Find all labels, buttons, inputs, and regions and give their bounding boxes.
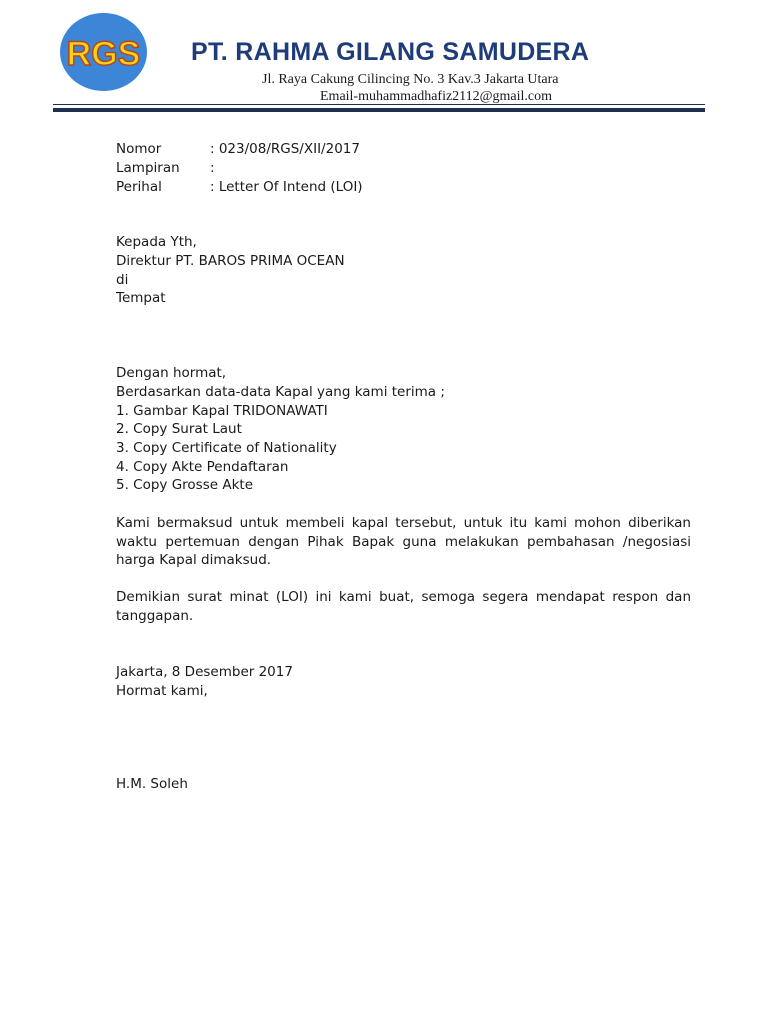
salutation: Dengan hormat,	[116, 365, 227, 381]
header-rule-thin	[53, 104, 705, 105]
logo-emblem	[60, 13, 147, 91]
document-item: 2. Copy Surat Laut	[116, 421, 242, 437]
meta-label: Nomor	[116, 141, 162, 157]
document-item: 1. Gambar Kapal TRIDONAWATI	[116, 403, 328, 419]
document-item: 3. Copy Certificate of Nationality	[116, 440, 337, 456]
company-name: PT. RAHMA GILANG SAMUDERA	[191, 38, 590, 66]
recipient-line: Direktur PT. BAROS PRIMA OCEAN	[116, 253, 345, 269]
document-item: 4. Copy Akte Pendaftaran	[116, 459, 289, 475]
meta-value: : Letter Of Intend (LOI)	[210, 179, 363, 195]
meta-value: :	[210, 160, 215, 176]
meta-row-lampiran	[116, 159, 215, 177]
meta-label: Perihal	[116, 179, 162, 195]
paragraph-closing: Demikian surat minat (LOI) ini kami buat, semoga segera mendapat respon dan tanggapan.	[116, 589, 691, 624]
recipient-line: Kepada Yth,	[116, 234, 197, 250]
meta-label: Lampiran	[116, 160, 180, 176]
meta-value: : 023/08/RGS/XII/2017	[210, 141, 360, 157]
signatory-name: H.M. Soleh	[116, 776, 188, 792]
meta-row-nomor	[116, 140, 360, 158]
header-rule-thick	[53, 108, 705, 112]
meta-row-perihal	[116, 178, 363, 196]
place-date: Jakarta, 8 Desember 2017	[116, 664, 293, 680]
closing-phrase: Hormat kami,	[116, 683, 208, 699]
document-item: 5. Copy Grosse Akte	[116, 477, 253, 493]
company-logo	[60, 13, 147, 91]
company-address: Jl. Raya Cakung Cilincing No. 3 Kav.3 Jakarta Utara	[262, 72, 559, 87]
recipient-line: Tempat	[116, 290, 166, 306]
recipient-line: di	[116, 272, 129, 288]
paragraph-intent: Kami bermaksud untuk membeli kapal tersebut, untuk itu kami mohon diberikan waktu pertemuan dengan Pihak Bapak guna melakukan pembahasan /negosiasi harga Kapal dimaksud.	[116, 515, 691, 568]
intro-text: Berdasarkan data-data Kapal yang kami terima ;	[116, 384, 445, 400]
logo-text: RGS	[66, 35, 141, 73]
company-email: Email-muhammadhafiz2112@gmail.com	[320, 89, 553, 104]
